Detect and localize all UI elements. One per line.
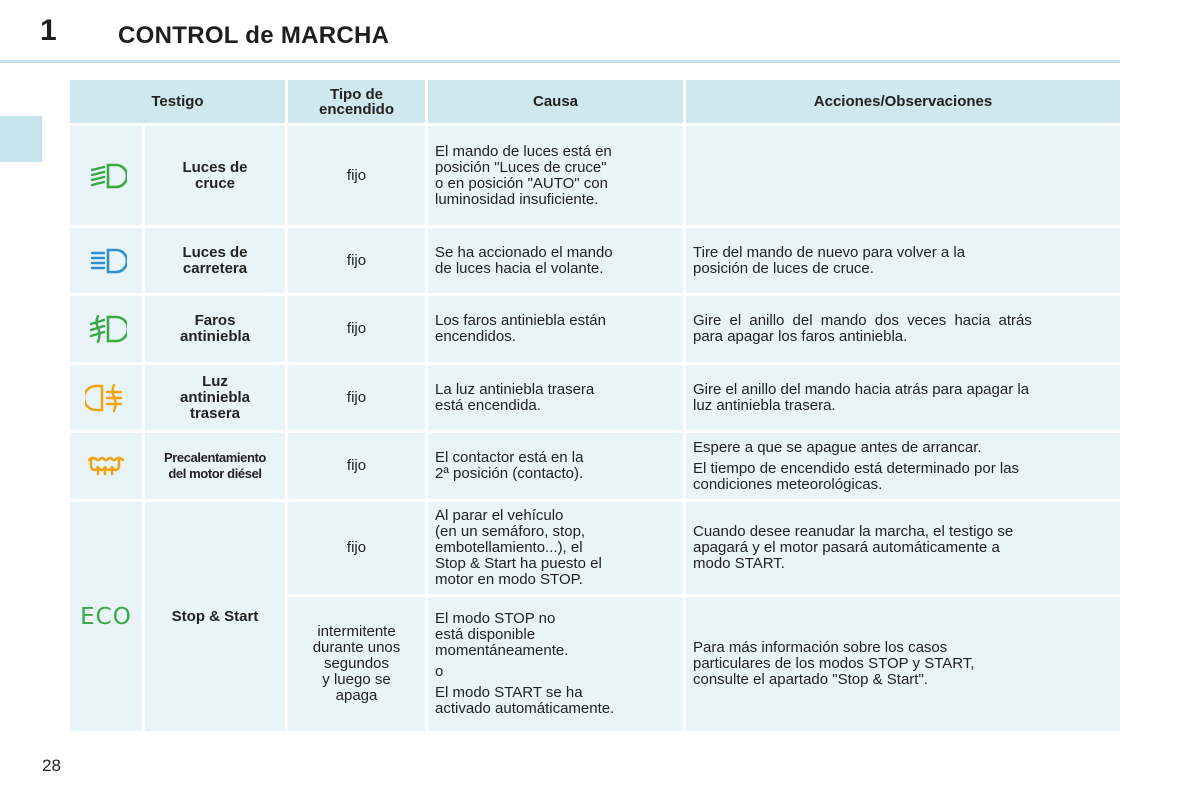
causa-line: luminosidad insuficiente. [435,190,599,208]
name-cell-high-beam [145,228,285,293]
causa-line: El modo START se ha [435,684,583,701]
causa-line: 2ª posición (contacto). [435,465,584,482]
name-line: Precalentamiento [164,450,266,465]
high-beam-icon [85,246,127,276]
causa-line: de luces hacia el volante. [435,259,604,277]
tipo-line: intermitente [317,623,396,640]
icon-cell-high-beam [70,228,142,293]
name-cell-glow-plug [145,433,285,499]
causa-cell-front-fog [428,296,683,362]
acciones-paragraph: Espere a que se apague antes de arrancar. [693,438,982,456]
header-tipo [288,80,425,123]
causa-line: Los faros antiniebla están [435,312,606,329]
glow-plug-icon [86,454,126,478]
warning-lights-table [70,80,1120,731]
causa-line: Stop & Start ha puesto el [435,555,602,572]
causa-line: está disponible [435,626,536,643]
header-rule [0,60,1120,63]
acciones-line-text: Gire el anillo del mando dos veces hacia atrás [693,312,1032,329]
name-line: Luz [202,372,228,390]
page-title: CONTROL de MARCHA [118,22,390,49]
causa-line: embotellamiento...), el [435,539,583,556]
acciones-line [693,313,1114,329]
acciones-cell-stop-start-fijo [686,502,1120,594]
causa-line: Se ha accionado el mando [435,243,613,261]
acciones-line: El tiempo de encendido está determinado por las [693,459,1020,477]
tipo-line: durante unos [312,639,401,656]
name-line: del motor diésel [168,466,262,481]
causa-cell-high-beam [428,228,683,293]
causa-or: o [435,663,444,680]
name-line: trasera [189,404,241,422]
tipo-cell-glow-plug: fijo [288,433,425,499]
acciones-cell-rear-fog [686,365,1120,430]
causa-cell-stop-start-fijo [428,502,683,594]
acciones-cell-front-fog [686,296,1120,362]
name-cell-low-beam [145,126,285,225]
tipo-line: y luego se [322,671,391,688]
header-tipo-line2: encendido [318,100,394,118]
acciones-cell-high-beam [686,228,1120,293]
eco-icon: ECO [80,603,132,630]
name-line: Faros [194,312,236,329]
header-testigo: Testigo [70,80,285,123]
acciones-line: modo START. [693,555,785,572]
icon-cell-glow-plug [70,433,142,499]
acciones-cell-stop-start-intermitente [686,597,1120,731]
causa-cell-glow-plug [428,433,683,499]
causa-line: o en posición "AUTO" con [435,174,608,192]
causa-line: motor en modo STOP. [435,571,583,588]
acciones-cell-glow-plug [686,433,1120,499]
acciones-line: consulte el apartado "Stop & Start". [693,671,928,688]
chapter-number: 1 [40,14,57,47]
icon-cell-front-fog [70,296,142,362]
causa-line: El modo STOP no [435,610,556,627]
name-line: antiniebla [179,328,250,345]
tipo-cell-rear-fog: fijo [288,365,425,430]
acciones-line: luz antiniebla trasera. [693,396,836,414]
name-line: carretera [182,259,248,277]
tipo-cell-stop-start-fijo: fijo [288,502,425,594]
icon-cell-low-beam [70,126,142,225]
tipo-line: apaga [335,687,378,704]
causa-cell-rear-fog [428,365,683,430]
header-acciones: Acciones/Observaciones [686,80,1120,123]
acciones-line: condiciones meteorológicas. [693,475,883,493]
acciones-line: para apagar los faros antiniebla. [693,328,908,345]
causa-line: La luz antiniebla trasera [435,380,595,398]
tipo-cell-stop-start-intermitente [288,597,425,731]
tipo-line: segundos [323,655,390,672]
page-number: 28 [42,756,61,775]
causa-line: El mando de luces está en [435,142,612,160]
acciones-line: apagará y el motor pasará automáticamente a [693,539,1000,556]
acciones-cell-low-beam [686,126,1120,225]
causa-cell-stop-start-intermitente [428,597,683,731]
causa-line: Al parar el vehículo [435,507,564,524]
acciones-line: Tire del mando de nuevo para volver a la [693,243,966,261]
acciones-line: particulares de los modos STOP y START, [693,655,975,672]
front-fog-icon [85,313,127,345]
chapter-tab [0,116,42,162]
causa-line: activado automáticamente. [435,700,615,717]
causa-cell-low-beam [428,126,683,225]
header-causa: Causa [428,80,683,123]
causa-line: está encendida. [435,396,541,414]
name-cell-stop-start: Stop & Start [145,502,285,731]
rear-fog-icon [85,382,127,414]
tipo-cell-low-beam: fijo [288,126,425,225]
causa-line: posición "Luces de cruce" [435,158,607,176]
header-tipo-line1: Tipo de [329,85,384,103]
name-cell-rear-fog [145,365,285,430]
name-cell-front-fog [145,296,285,362]
low-beam-icon [85,161,127,191]
causa-line: encendidos. [435,328,516,345]
icon-cell-rear-fog [70,365,142,430]
name-line: Luces de [182,243,248,261]
tipo-cell-high-beam: fijo [288,228,425,293]
acciones-line: posición de luces de cruce. [693,259,874,277]
name-line: antiniebla [179,388,250,406]
acciones-line: Gire el anillo del mando hacia atrás para apagar la [693,380,1030,398]
acciones-line: Para más información sobre los casos [693,639,948,656]
acciones-line: Cuando desee reanudar la marcha, el testigo se [693,523,1014,540]
causa-line: momentáneamente. [435,642,569,659]
causa-line: (en un semáforo, stop, [435,523,586,540]
name-line: cruce [194,174,236,192]
icon-cell-eco [70,502,142,731]
tipo-cell-front-fog: fijo [288,296,425,362]
name-line: Luces de [182,158,248,176]
causa-line: El contactor está en la [435,449,584,466]
